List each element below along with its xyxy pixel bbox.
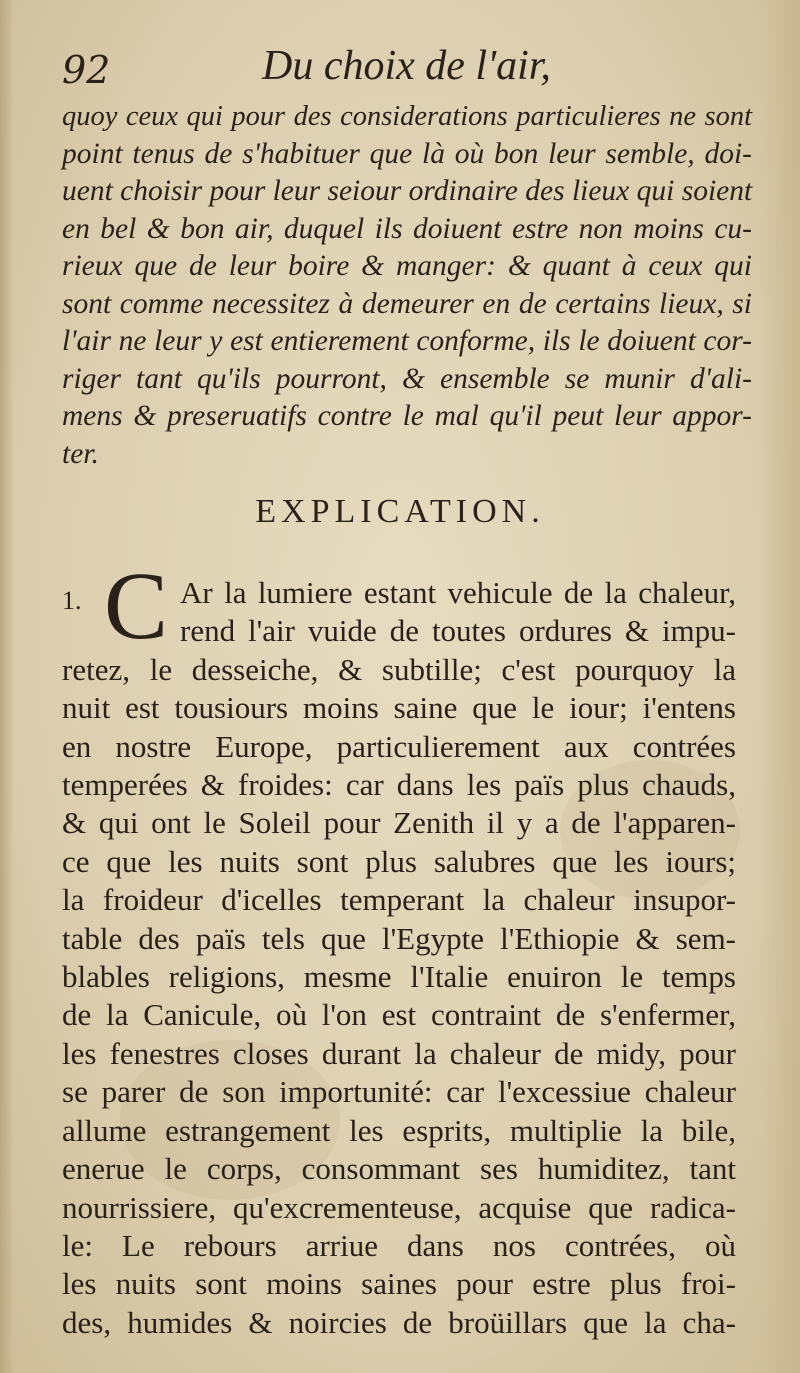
text-line: riger tant qu'ils pourront, & ensemble se munir d'ali-	[62, 362, 752, 395]
text-line: temperées & froides: car dans les païs plus chauds,	[62, 767, 736, 803]
text-line: point tenus de s'habituer que là où bon leur semble, doi-	[62, 137, 752, 170]
text-line: nourrissiere, qu'excrementeuse, acquise que radica-	[62, 1189, 736, 1225]
text-line: le: Le rebours arriue dans nos contrées, où	[62, 1227, 736, 1263]
text-line: l'air ne leur y est entierement conforme, ils le doiuent cor-	[62, 325, 752, 357]
text-line: mens & preseruatifs contre le mal qu'il peut leur appor-	[62, 400, 752, 432]
text-line: de la Canicule, où l'on est contraint de s'enfermer,	[62, 997, 736, 1033]
running-title: Du choix de l'air,	[262, 43, 551, 89]
text-line: uent choisir pour leur seiour ordinaire des lieux qui soient	[62, 175, 753, 207]
text-line: Ar la lumiere estant vehicule de la chaleur,	[180, 575, 736, 610]
text-line: ce que les nuits sont plus salubres que les iours;	[62, 843, 736, 879]
text-line: ter.	[62, 437, 99, 470]
text-line: rieux que de leur boire & manger: & quant à ceux qui	[62, 250, 752, 282]
text-line: enerue le corps, consommant ses humiditez, tant	[62, 1151, 736, 1187]
italic-text-block	[62, 98, 752, 473]
text-line: les fenestres closes durant la chaleur de midy, pour	[62, 1035, 736, 1071]
running-head	[62, 40, 740, 100]
text-line: en bel & bon air, duquel ils doiuent estre non moins cu-	[62, 212, 752, 245]
text-line: la froideur d'icelles temperant la chaleur insupor-	[62, 882, 736, 918]
text-line: blables religions, mesme l'Italie enuiron le temps	[62, 959, 736, 995]
text-line: en nostre Europe, particulierement aux contrées	[62, 728, 736, 764]
page-number: 92	[62, 48, 111, 92]
paragraph-text-block	[62, 574, 736, 1342]
text-line: allume estrangement les esprits, multiplie la bile,	[62, 1112, 736, 1148]
text-line: les nuits sont moins saines pour estre plus froi-	[62, 1266, 736, 1302]
text-line: retez, le desseiche, & subtille; c'est pourquoy la	[62, 651, 736, 687]
drop-cap: C	[104, 552, 169, 659]
text-line: table des païs tels que l'Egypte l'Ethiopie & sem-	[62, 920, 736, 956]
text-line: quoy ceux qui pour des considerations particulieres ne sont	[62, 101, 752, 132]
text-line: se parer de son importunité: car l'excessiue chaleur	[62, 1074, 736, 1110]
text-line: des, humides & noircies de broüillars que la cha-	[62, 1304, 736, 1340]
text-line: & qui ont le Soleil pour Zenith il y a de l'apparen-	[62, 805, 736, 841]
text-line: nuit est tousiours moins saine que le iour; i'entens	[62, 690, 736, 726]
paragraph-number: 1.	[62, 586, 82, 615]
text-line: sont comme necessitez à demeurer en de certains lieux, si	[62, 287, 752, 320]
section-heading: EXPLICATION.	[255, 493, 545, 530]
text-line: rend l'air vuide de toutes ordures & impu-	[180, 613, 736, 649]
